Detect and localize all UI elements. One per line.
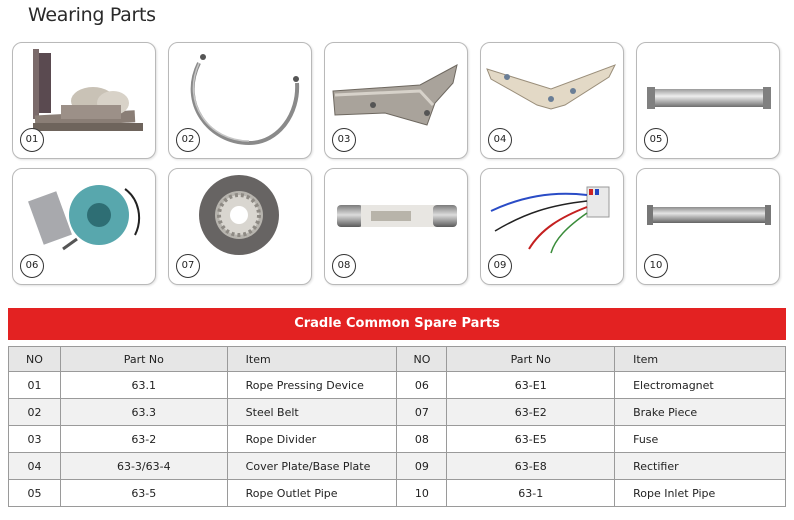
table-header-row xyxy=(9,347,786,372)
part-number-badge: 09 xyxy=(488,254,512,278)
cell-item: Fuse xyxy=(615,426,786,453)
cell-item: Cover Plate/Base Plate xyxy=(227,453,397,480)
table-row xyxy=(9,399,786,426)
table-row xyxy=(9,453,786,480)
cell-part-no: 63-E5 xyxy=(447,426,615,453)
cell-item: Electromagnet xyxy=(615,372,786,399)
cell-part-no: 63-3/63-4 xyxy=(60,453,227,480)
part-card-04 xyxy=(480,42,624,159)
cell-no: 10 xyxy=(397,480,447,507)
part-number-badge: 03 xyxy=(332,128,356,152)
column-header-part-no: Part No xyxy=(60,347,227,372)
part-number-badge: 04 xyxy=(488,128,512,152)
table-row xyxy=(9,426,786,453)
cell-item: Rope Inlet Pipe xyxy=(615,480,786,507)
cell-part-no: 63-1 xyxy=(447,480,615,507)
column-header-part-no: Part No xyxy=(447,347,615,372)
cell-part-no: 63-E2 xyxy=(447,399,615,426)
cell-item: Rope Pressing Device xyxy=(227,372,397,399)
part-number-badge: 02 xyxy=(176,128,200,152)
cell-no: 06 xyxy=(397,372,447,399)
cell-item: Steel Belt xyxy=(227,399,397,426)
cell-part-no: 63.3 xyxy=(60,399,227,426)
cell-no: 05 xyxy=(9,480,61,507)
table-row xyxy=(9,480,786,507)
cell-part-no: 63-2 xyxy=(60,426,227,453)
part-card-08 xyxy=(324,168,468,285)
cell-part-no: 63-E1 xyxy=(447,372,615,399)
part-card-09 xyxy=(480,168,624,285)
part-number-badge: 10 xyxy=(644,254,668,278)
part-number-badge: 08 xyxy=(332,254,356,278)
column-header-no: NO xyxy=(397,347,447,372)
part-card-07 xyxy=(168,168,312,285)
part-card-03 xyxy=(324,42,468,159)
cell-no: 09 xyxy=(397,453,447,480)
cell-item: Brake Piece xyxy=(615,399,786,426)
column-header-item: Item xyxy=(615,347,786,372)
part-number-badge: 05 xyxy=(644,128,668,152)
cell-part-no: 63-5 xyxy=(60,480,227,507)
cell-item: Rectifier xyxy=(615,453,786,480)
cell-no: 07 xyxy=(397,399,447,426)
part-number-badge: 01 xyxy=(20,128,44,152)
table-row xyxy=(9,372,786,399)
part-number-badge: 07 xyxy=(176,254,200,278)
cell-item: Rope Divider xyxy=(227,426,397,453)
page-title: Wearing Parts xyxy=(28,4,156,26)
cell-part-no: 63.1 xyxy=(60,372,227,399)
part-card-02 xyxy=(168,42,312,159)
cell-item: Rope Outlet Pipe xyxy=(227,480,397,507)
cell-no: 02 xyxy=(9,399,61,426)
cell-no: 08 xyxy=(397,426,447,453)
cell-no: 03 xyxy=(9,426,61,453)
part-card-01 xyxy=(12,42,156,159)
column-header-item: Item xyxy=(227,347,397,372)
cell-no: 01 xyxy=(9,372,61,399)
part-number-badge: 06 xyxy=(20,254,44,278)
table-title-banner: Cradle Common Spare Parts xyxy=(8,308,786,340)
column-header-no: NO xyxy=(9,347,61,372)
part-card-05 xyxy=(636,42,780,159)
part-card-06 xyxy=(12,168,156,285)
part-card-10 xyxy=(636,168,780,285)
cell-part-no: 63-E8 xyxy=(447,453,615,480)
spare-parts-table xyxy=(8,346,786,507)
cell-no: 04 xyxy=(9,453,61,480)
